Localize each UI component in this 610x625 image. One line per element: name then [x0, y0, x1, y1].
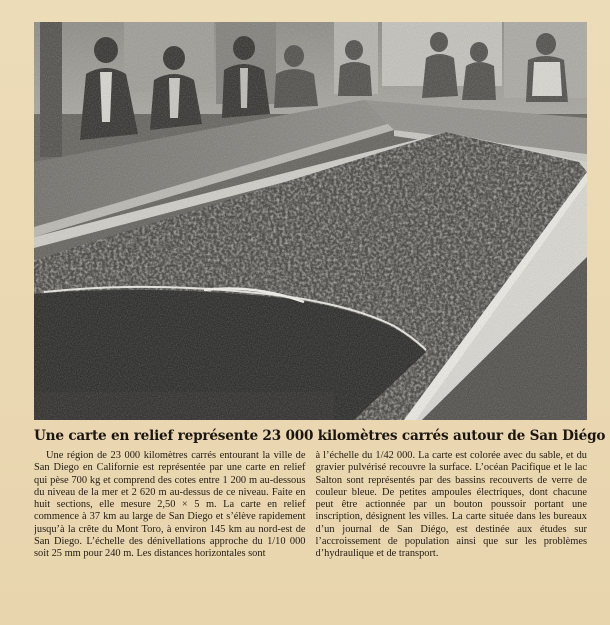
article-body: [34, 450, 587, 620]
article-column-right: [316, 450, 588, 620]
article-paragraph-right: à l’échelle du 1/42 000. La carte est colorée avec du sable, et du gravier pulvérisé recouvre la surface. L’océan Pacifique et le lac Salton sont représentés par des bassins recouverts de verre de couleur bleue. De petites ampoules électriques, dont chacune peut être actionnée par un bouton poussoir portant une inscription, désignent les villes. La carte située dans les bureaux d’un journal de San Diégo, est destinée aux études sur l’accroissement de population ainsi que sur les problèmes d’hydraulique et de transport.: [315, 450, 587, 560]
photo-caption: Une carte en relief représente 23 000 kilomètres carrés autour de San Diégo: [34, 428, 606, 444]
relief-map-photo-illustration: [34, 22, 587, 420]
article-column-left: [34, 450, 306, 620]
article-paragraph-left: Une région de 23 000 kilomètres carrés entourant la ville de San Diego en Californie est représentée par une carte en relief qui pèse 700 kg et comprend des cotes entre 1 200 m au-dessous du niveau de la mer et 2 620 m au-dessus de ce niveau. Faite en huit sections, elle mesure 2,50 × 5 m. La carte en relief commence à 37 km au large de San Diego et s’élève rapidement jusqu’à la crête du Mont Toro, à environ 145 km au nord-est de San Diego. L’échelle des dénivellations approche du 1/10 000 soit 25 mm pour 240 m. Les distances horizontales sont: [34, 450, 306, 560]
relief-map-photo: [34, 22, 587, 420]
